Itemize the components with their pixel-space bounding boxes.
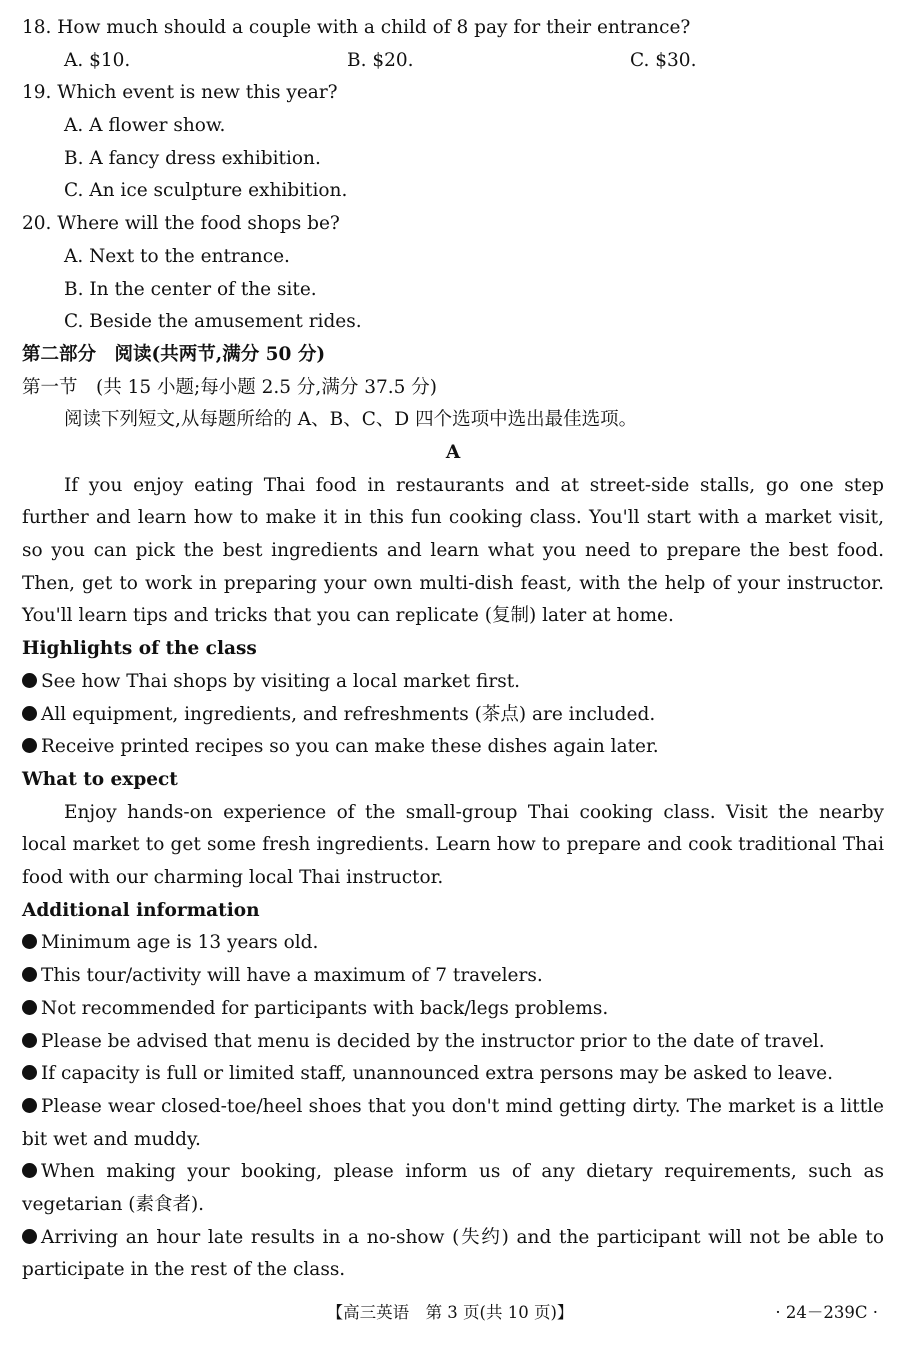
bullet-icon xyxy=(22,967,37,982)
passage-letter: A xyxy=(445,441,461,463)
list-item: Minimum age is 13 years old. xyxy=(22,927,884,960)
bullet-icon xyxy=(22,1000,37,1015)
bullet-icon xyxy=(22,1163,37,1178)
list-item: When making your booking, please inform us of any dietary requirements, such as vegetarian (素食者). xyxy=(22,1161,884,1216)
highlights-list xyxy=(22,666,884,764)
option-c: C. An ice sculpture exhibition. xyxy=(64,180,348,202)
intro-paragraph: If you enjoy eating Thai food in restaurants and at street-side stalls, go one step further and learn how to make it in this fun cooking class. You'll start with a market visit, so you can pick the best ingredients and learn what you need to prepare the best food. Then, get to work in preparing your own multi-dish feast, with the help of your instructor. You'll learn tips and tricks that you can replicate (复制) later at home. xyxy=(22,474,884,627)
question-19: 19. Which event is new this year? xyxy=(22,82,338,104)
option-b: B. A fancy dress exhibition. xyxy=(64,147,321,169)
list-item: This tour/activity will have a maximum of 7 travelers. xyxy=(22,960,884,993)
option-c: C. Beside the amusement rides. xyxy=(64,311,362,333)
part-heading: 第二部分 阅读(共两节,满分 50 分) xyxy=(22,343,326,365)
instructions: 阅读下列短文,从每题所给的 A、B、C、D 四个选项中选出最佳选项。 xyxy=(64,409,638,431)
list-item: Not recommended for participants with back/legs problems. xyxy=(22,993,884,1026)
page-footer xyxy=(0,1298,900,1328)
section-heading: 第一节 (共 15 小题;每小题 2.5 分,满分 37.5 分) xyxy=(22,376,437,398)
exam-code: · 24－239C · xyxy=(775,1303,878,1322)
highlights-heading: Highlights of the class xyxy=(22,638,257,660)
list-item: Receive printed recipes so you can make these dishes again later. xyxy=(22,731,884,764)
question-18-options xyxy=(22,45,884,78)
list-item: Arriving an hour late results in a no-show (失约) and the participant will not be able to participate in the rest of the class. xyxy=(22,1226,884,1281)
bullet-icon xyxy=(22,706,37,721)
list-item: If capacity is full or limited staff, unannounced extra persons may be asked to leave. xyxy=(22,1058,884,1091)
page-number-label: 【高三英语 第 3 页(共 10 页)】 xyxy=(326,1303,574,1322)
bullet-icon xyxy=(22,1098,37,1113)
question-20: 20. Where will the food shops be? xyxy=(22,213,340,235)
option-a: A. A flower show. xyxy=(64,115,226,137)
list-item: Please wear closed-toe/heel shoes that you don't mind getting dirty. The market is a little bit wet and muddy. xyxy=(22,1095,884,1150)
bullet-icon xyxy=(22,934,37,949)
exam-page xyxy=(22,12,884,1287)
list-item: Please be advised that menu is decided by the instructor prior to the date of travel. xyxy=(22,1026,884,1059)
bullet-icon xyxy=(22,1229,37,1244)
option-b: B. $20. xyxy=(347,49,414,71)
option-a: A. Next to the entrance. xyxy=(64,245,290,267)
list-item: All equipment, ingredients, and refreshments (茶点) are included. xyxy=(22,699,884,732)
option-a: A. $10. xyxy=(64,49,131,71)
bullet-icon xyxy=(22,673,37,688)
expect-heading: What to expect xyxy=(22,768,178,790)
bullet-icon xyxy=(22,1033,37,1048)
list-item: See how Thai shops by visiting a local market first. xyxy=(22,666,884,699)
bullet-icon xyxy=(22,738,37,753)
question-18: 18. How much should a couple with a child of 8 pay for their entrance? xyxy=(22,17,691,38)
option-c: C. $30. xyxy=(630,49,697,71)
additional-list xyxy=(22,927,884,1287)
option-b: B. In the center of the site. xyxy=(64,278,317,300)
expect-paragraph: Enjoy hands-on experience of the small-group Thai cooking class. Visit the nearby local market to get some fresh ingredients. Learn how to prepare and cook traditional Thai food with our charming local Thai instructor. xyxy=(22,801,884,889)
additional-heading: Additional information xyxy=(22,899,260,921)
bullet-icon xyxy=(22,1065,37,1080)
